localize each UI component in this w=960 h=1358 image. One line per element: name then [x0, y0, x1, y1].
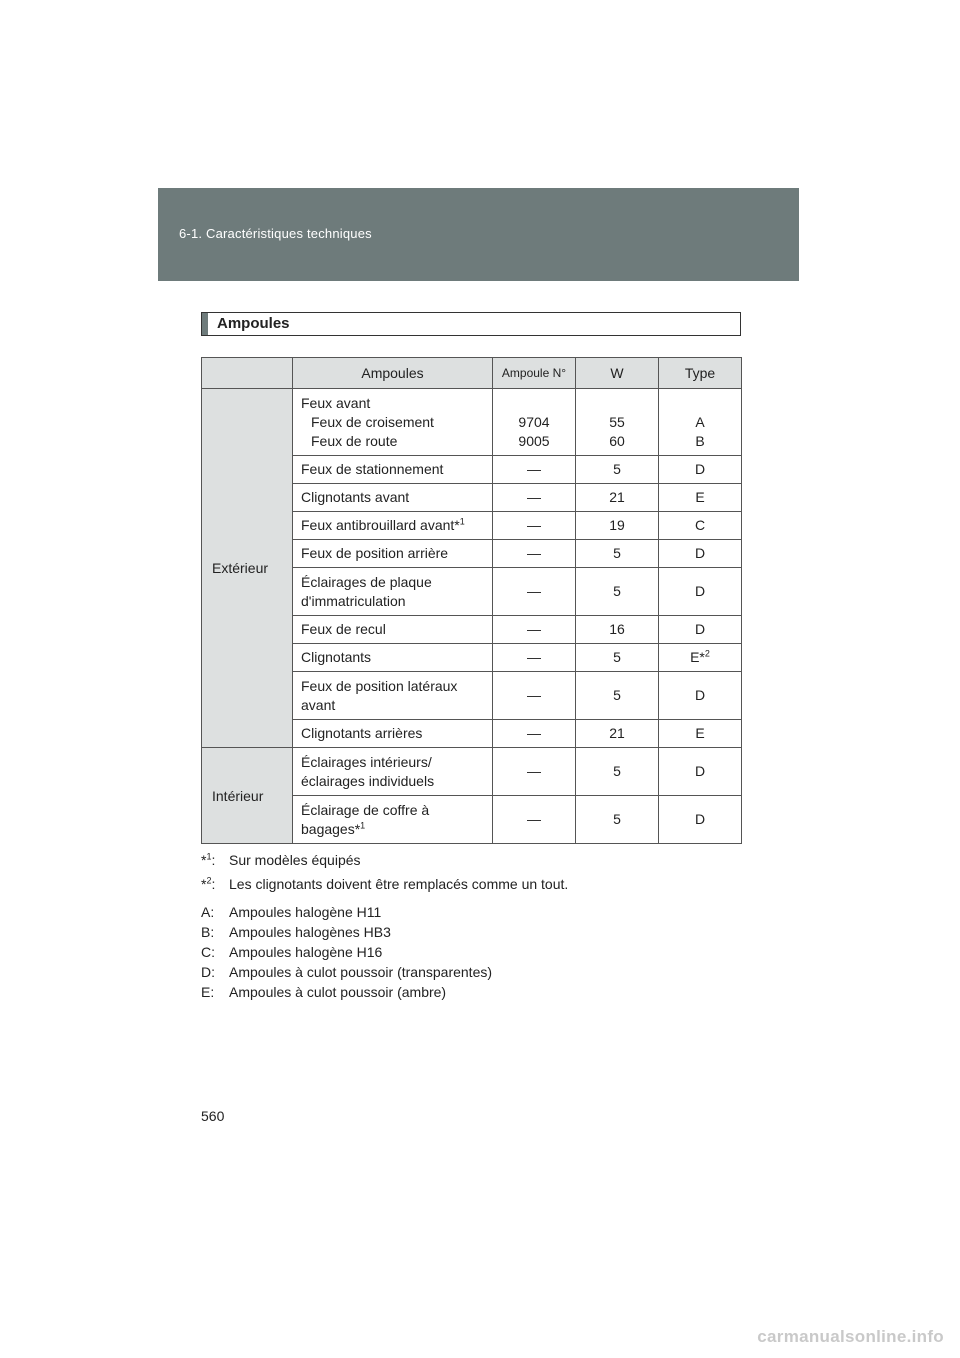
legend-item: [201, 982, 568, 1002]
bulb-type: E: [659, 720, 742, 748]
bulb-name-line: Feux de position latéraux: [301, 677, 458, 694]
legend-text: Ampoules halogène H16: [229, 944, 383, 960]
category-interior: Intérieur: [202, 748, 293, 844]
legend-key: D:: [201, 964, 215, 980]
bulb-type: [659, 389, 742, 456]
bulb-name-main: Feux avant: [301, 394, 371, 411]
legend-key: C:: [201, 944, 215, 960]
bulb-number: —: [493, 644, 576, 672]
bulb-name: [293, 796, 493, 844]
footnote-text: Les clignotants doivent être remplacés comme un tout.: [229, 876, 569, 892]
bulb-type: E: [659, 484, 742, 512]
title-box: [201, 312, 741, 336]
bulb-name: [293, 512, 493, 540]
bulb-name: Feux de stationnement: [293, 456, 493, 484]
header-watt: W: [576, 358, 659, 389]
header-type: Type: [659, 358, 742, 389]
bulb-number: —: [493, 540, 576, 568]
legend-text: Ampoules halogènes HB3: [229, 924, 391, 940]
legend-text: Ampoules à culot poussoir (ambre): [229, 984, 447, 1000]
bulb-type: D: [659, 568, 742, 616]
bulb-watt-value: 55: [609, 413, 625, 430]
bulb-watt: 5: [576, 748, 659, 796]
title-accent-bar: [202, 313, 208, 335]
footnote: *$^2$: Les clignotants doivent être remplacés comme un tout.: [201, 872, 568, 896]
header-bulbs: Ampoules: [293, 358, 493, 389]
bulb-type: D: [659, 796, 742, 844]
legend-item: [201, 902, 568, 922]
header-bulb-no: Ampoule N°: [493, 358, 576, 389]
bulb-watt: 5: [576, 540, 659, 568]
bulb-type: [659, 644, 742, 672]
bulb-name: [293, 568, 493, 616]
notes: [201, 848, 568, 1002]
bulb-watt: 5: [576, 796, 659, 844]
bulb-type-value: B: [695, 432, 705, 449]
bulb-number-value: 9005: [518, 432, 550, 449]
footnote-ref: 2: [704, 648, 710, 659]
bulb-name: Feux de recul: [293, 616, 493, 644]
legend-key: B:: [201, 924, 215, 940]
bulb-type-text: E*: [690, 649, 705, 665]
bulb-name-sub: Feux de route: [311, 432, 398, 449]
bulb-type: D: [659, 616, 742, 644]
legend-item: [201, 962, 568, 982]
legend-text: Ampoules halogène H11: [229, 904, 382, 920]
bulb-name: [293, 748, 493, 796]
bulb-name-line: avant: [301, 696, 336, 713]
page-title: Ampoules: [217, 315, 290, 332]
bulb-number: —: [493, 720, 576, 748]
watermark: carmanualsonline.info: [757, 1327, 944, 1346]
bulb-number: —: [493, 616, 576, 644]
bulb-name: [293, 389, 493, 456]
bulb-watt: 19: [576, 512, 659, 540]
legend-item: [201, 942, 568, 962]
bulb-name-text: Feux antibrouillard avant*: [301, 517, 460, 533]
bulb-name-line: [301, 820, 492, 839]
bulb-name: Clignotants: [293, 644, 493, 672]
bulb-table: [201, 357, 742, 844]
bulb-watt: 5: [576, 568, 659, 616]
header-band: [158, 188, 799, 281]
table-header-row: [202, 358, 742, 389]
bulb-watt: 5: [576, 672, 659, 720]
bulb-number-value: 9704: [518, 413, 550, 430]
bulb-number: —: [493, 456, 576, 484]
bulb-name-line: Éclairages intérieurs/: [301, 753, 432, 770]
header-category: [202, 358, 293, 389]
bulb-type: C: [659, 512, 742, 540]
bulb-type: D: [659, 540, 742, 568]
page-number: 560: [201, 1108, 225, 1124]
footnote-ref: 1: [459, 516, 465, 527]
bulb-name: [293, 672, 493, 720]
bulb-watt: 16: [576, 616, 659, 644]
bulb-number: —: [493, 512, 576, 540]
footnote: *$^1$: Sur modèles équipés: [201, 848, 568, 872]
bulb-watt-value: 60: [609, 432, 625, 449]
bulb-watt: [576, 389, 659, 456]
bulb-type-value: A: [695, 413, 705, 430]
bulb-name-line: éclairages individuels: [301, 772, 435, 789]
footnote-mark: *: [201, 876, 207, 892]
bulb-number: —: [493, 748, 576, 796]
bulb-watt: 5: [576, 456, 659, 484]
category-exterior: Extérieur: [202, 389, 293, 748]
bulb-name-line: d'immatriculation: [301, 592, 406, 609]
bulb-name-line: Éclairages de plaque: [301, 573, 432, 590]
bulb-number: —: [493, 672, 576, 720]
section-title: 6-1. Caractéristiques techniques: [179, 226, 372, 241]
legend-item: [201, 922, 568, 942]
bulb-name: Clignotants arrières: [293, 720, 493, 748]
bulb-watt: 21: [576, 484, 659, 512]
bulb-name: Clignotants avant: [293, 484, 493, 512]
bulb-number: —: [493, 796, 576, 844]
bulb-number: —: [493, 484, 576, 512]
legend-key: E:: [201, 984, 215, 1000]
bulb-type: D: [659, 672, 742, 720]
footnote-mark-sup: 1: [206, 851, 212, 862]
table-row: [202, 748, 742, 796]
footnote-text: Sur modèles équipés: [229, 852, 361, 868]
table-row: [202, 389, 742, 456]
bulb-name-sub: Feux de croisement: [311, 413, 434, 430]
bulb-number: [493, 389, 576, 456]
footnote-mark: *: [201, 852, 207, 868]
bulb-type: D: [659, 456, 742, 484]
footnote-ref: 1: [360, 819, 366, 830]
bulb-name: Feux de position arrière: [293, 540, 493, 568]
bulb-watt: 5: [576, 644, 659, 672]
footnote-mark-sup: 2: [206, 875, 212, 886]
bulb-name-text: bagages*: [301, 820, 361, 837]
legend-text: Ampoules à culot poussoir (transparentes): [229, 964, 493, 980]
bulb-name-line: Éclairage de coffre à: [301, 801, 430, 818]
legend-key: A:: [201, 904, 215, 920]
bulb-number: —: [493, 568, 576, 616]
type-legend: [201, 902, 568, 1002]
bulb-type: D: [659, 748, 742, 796]
bulb-watt: 21: [576, 720, 659, 748]
